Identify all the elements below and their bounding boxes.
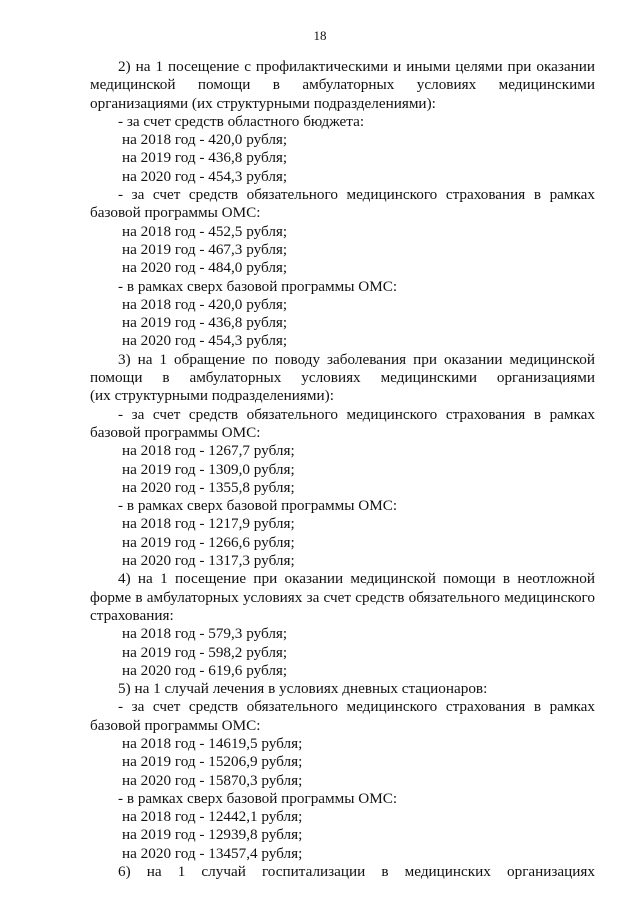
text-line: на 2019 год - 467,3 рубля; [122, 240, 288, 258]
text-line: 2) на 1 посещение с профилактическими и иными целями при оказании [118, 58, 595, 75]
text-line: на 2018 год - 1267,7 рубля; [122, 442, 295, 460]
text-line: - за счет средств областного бюджета: [118, 112, 365, 130]
text-line: на 2018 год - 420,0 рубля; [122, 131, 288, 149]
text-line: (их структурными подразделениями): [90, 387, 334, 405]
text-line: - за счет средств обязательного медицинского страхования в рамках [118, 405, 595, 423]
text-line: на 2020 год - 1317,3 рубля; [122, 552, 295, 570]
text-line: 3) на 1 обращение по поводу заболевания при оказании медицинской [118, 350, 595, 368]
text-line: медицинской помощи в амбулаторных условиях медицинскими [90, 76, 595, 94]
text-line: на 2018 год - 12442,1 рубля; [122, 808, 303, 826]
text-line: 6) на 1 случай госпитализации в медицинских организациях [118, 863, 595, 881]
text-line: организациями (их структурными подразделениями): [90, 94, 436, 112]
text-line: на 2020 год - 454,3 рубля; [122, 332, 288, 350]
text-line: - в рамках сверх базовой программы ОМС: [118, 789, 398, 807]
text-line: на 2020 год - 1355,8 рубля; [122, 478, 295, 496]
text-line: на 2020 год - 619,6 рубля; [122, 661, 288, 679]
text-line: на 2019 год - 436,8 рубля; [122, 149, 288, 167]
text-line: на 2018 год - 579,3 рубля; [122, 625, 288, 643]
text-line: страхования: [90, 606, 174, 624]
document-body [90, 58, 595, 881]
text-line: на 2019 год - 1266,6 рубля; [122, 533, 295, 551]
text-line: на 2019 год - 598,2 рубля; [122, 643, 288, 661]
text-line: на 2018 год - 14619,5 рубля; [122, 734, 303, 752]
text-line: на 2019 год - 1309,0 рубля; [122, 460, 295, 478]
text-line: на 2020 год - 454,3 рубля; [122, 167, 288, 185]
text-line: на 2020 год - 13457,4 рубля; [122, 844, 303, 862]
text-line: - в рамках сверх базовой программы ОМС: [118, 277, 398, 295]
text-line: на 2020 год - 15870,3 рубля; [122, 771, 303, 789]
text-line: на 2018 год - 420,0 рубля; [122, 295, 288, 313]
text-line: базовой программы ОМС: [90, 423, 261, 441]
text-line: помощи в амбулаторных условиях медицинскими организациями [90, 369, 595, 387]
text-line: на 2019 год - 436,8 рубля; [122, 314, 288, 332]
text-line: - в рамках сверх базовой программы ОМС: [118, 497, 398, 515]
text-line: форме в амбулаторных условиях за счет средств обязательного медицинского [90, 588, 595, 606]
text-line: базовой программы ОМС: [90, 716, 261, 734]
text-line: на 2018 год - 1217,9 рубля; [122, 515, 295, 533]
text-line: на 2019 год - 15206,9 рубля; [122, 753, 303, 771]
page-number: 18 [313, 28, 327, 43]
text-line: 4) на 1 посещение при оказании медицинской помощи в неотложной [118, 570, 595, 588]
text-line: базовой программы ОМС: [90, 204, 261, 222]
text-line: - за счет средств обязательного медицинского страхования в рамках [118, 698, 595, 716]
text-line: - за счет средств обязательного медицинского страхования в рамках [118, 186, 595, 204]
text-line: на 2018 год - 452,5 рубля; [122, 222, 288, 240]
text-line: на 2020 год - 484,0 рубля; [122, 259, 288, 277]
text-line: на 2019 год - 12939,8 рубля; [122, 826, 303, 844]
text-line: 5) на 1 случай лечения в условиях дневных стационаров: [118, 680, 488, 698]
